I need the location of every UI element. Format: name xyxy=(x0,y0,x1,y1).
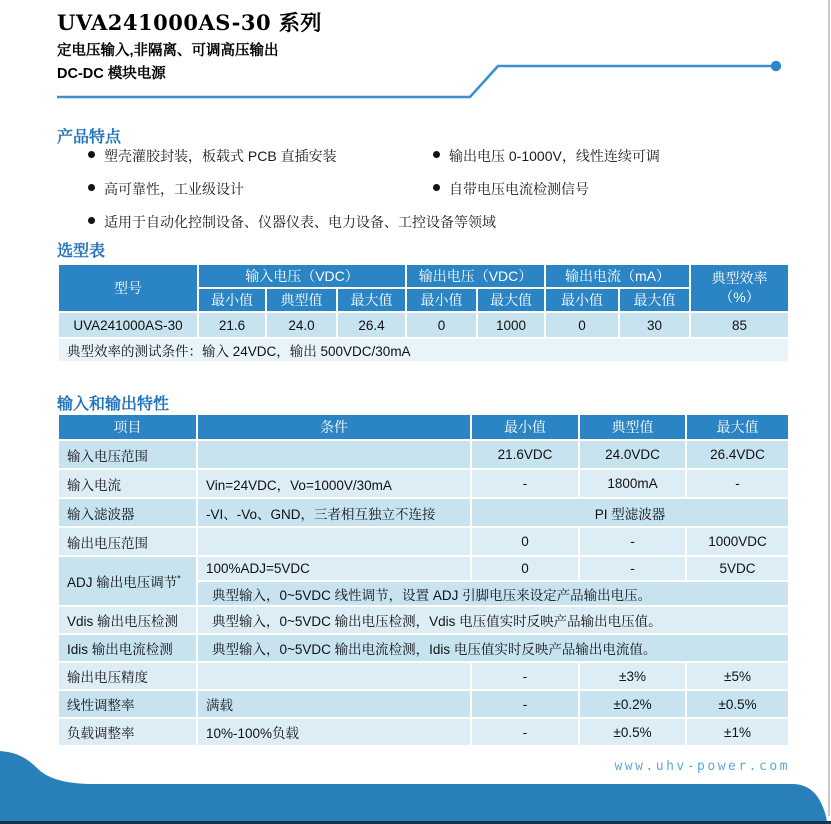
selection-table xyxy=(57,263,790,363)
cell-typ: ±3% xyxy=(579,662,686,690)
feature-item xyxy=(88,212,496,232)
cell-typ: 24.0VDC xyxy=(579,440,686,469)
feature-item xyxy=(88,146,337,166)
cell-max: ±0.5% xyxy=(686,690,789,718)
feature-item xyxy=(433,146,660,166)
subheader-max: 最大值 xyxy=(619,288,690,312)
cell-item xyxy=(58,556,197,606)
page-right-edge xyxy=(828,0,830,816)
cell-max: 26.4VDC xyxy=(686,440,789,469)
cell-vout-max: 1000 xyxy=(477,312,545,338)
footer-url[interactable]: www.uhv-power.com xyxy=(614,759,790,774)
col-header-condition: 条件 xyxy=(197,414,471,440)
cell-item: 负载调整率 xyxy=(58,718,197,746)
cell-item: Vdis 输出电压检测 xyxy=(58,606,197,634)
page-subtitle-line1: 定电压输入,非隔离、可调高压输出 xyxy=(57,43,279,59)
table-row xyxy=(58,606,789,634)
cell-condition: 100%ADJ=5VDC xyxy=(197,556,471,581)
cell-note: 典型输入，0~5VDC 输出电压检测，Vdis 电压值实时反映产品输出电压值。 xyxy=(197,606,789,634)
feature-text: 输出电压 0-1000V，线性连续可调 xyxy=(449,148,660,164)
cell-item: 输入电流 xyxy=(58,469,197,498)
table-row xyxy=(58,690,789,718)
cell-condition: 10%-100%负载 xyxy=(197,718,471,746)
feature-text: 塑壳灌胶封装，板载式 PCB 直插安装 xyxy=(104,148,337,164)
efficiency-label-line1: 典型效率 xyxy=(711,270,768,287)
cell-min: - xyxy=(471,690,579,718)
cell-max: ±1% xyxy=(686,718,789,746)
col-group-input-voltage: 输入电压（VDC） xyxy=(198,264,406,288)
cell-min: 0 xyxy=(471,527,579,556)
feature-text: 高可靠性，工业级设计 xyxy=(104,181,244,197)
col-header-typ: 典型值 xyxy=(579,414,686,440)
feature-text: 适用于自动化控制设备、仪器仪表、电力设备、工控设备等领域 xyxy=(104,214,496,230)
cell-condition: Vin=24VDC，Vo=1000V/30mA xyxy=(197,469,471,498)
cell-note: 典型输入，0~5VDC 线性调节，设置 ADJ 引脚电压来设定产品输出电压。 xyxy=(197,581,789,606)
cell-iout-min: 0 xyxy=(545,312,619,338)
subheader-min: 最小值 xyxy=(545,288,619,312)
cell-merged-value: PI 型滤波器 xyxy=(471,498,789,527)
io-table xyxy=(57,413,790,747)
bullet-icon xyxy=(433,151,440,158)
table-row xyxy=(58,469,789,498)
cell-max: 5VDC xyxy=(686,556,789,581)
table-row xyxy=(58,312,789,338)
cell-iout-max: 30 xyxy=(619,312,690,338)
cell-min: - xyxy=(471,469,579,498)
cell-typ: - xyxy=(579,527,686,556)
cell-item-label: ADJ 输出电压调节 xyxy=(67,575,178,590)
line-end-dot-icon xyxy=(771,61,781,71)
col-header-item: 项目 xyxy=(58,414,197,440)
bullet-icon xyxy=(88,217,95,224)
cell-typ: ±0.2% xyxy=(579,690,686,718)
table-row xyxy=(58,527,789,556)
cell-efficiency: 85 xyxy=(690,312,789,338)
subheader-typ: 典型值 xyxy=(266,288,337,312)
cell-item: 输入电压范围 xyxy=(58,440,197,469)
table-row xyxy=(58,556,789,581)
cell-max: 1000VDC xyxy=(686,527,789,556)
col-group-output-current: 输出电流（mA） xyxy=(545,264,690,288)
subheader-min: 最小值 xyxy=(198,288,266,312)
bullet-icon xyxy=(433,184,440,191)
cell-vin-min: 21.6 xyxy=(198,312,266,338)
col-header-min: 最小值 xyxy=(471,414,579,440)
cell-min: - xyxy=(471,662,579,690)
cell-max: ±5% xyxy=(686,662,789,690)
footer-wave-band xyxy=(0,745,831,824)
feature-item xyxy=(88,179,244,199)
cell-condition: 满载 xyxy=(197,690,471,718)
subheader-max: 最大值 xyxy=(337,288,406,312)
cell-max: - xyxy=(686,469,789,498)
cell-condition xyxy=(197,662,471,690)
table-row xyxy=(58,440,789,469)
cell-vin-max: 26.4 xyxy=(337,312,406,338)
table-row xyxy=(58,718,789,746)
cell-condition xyxy=(197,440,471,469)
subheader-max: 最大值 xyxy=(477,288,545,312)
cell-typ: 1800mA xyxy=(579,469,686,498)
col-header-max: 最大值 xyxy=(686,414,789,440)
cell-model: UVA241000AS-30 xyxy=(58,312,198,338)
feature-text: 自带电压电流检测信号 xyxy=(449,181,589,197)
cell-vin-typ: 24.0 xyxy=(266,312,337,338)
io-table-heading: 输入和输出特性 xyxy=(57,396,170,413)
cell-note: 典型输入，0~5VDC 输出电流检测，Idis 电压值实时反映产品输出电流值。 xyxy=(197,634,789,662)
cell-typ: ±0.5% xyxy=(579,718,686,746)
feature-item xyxy=(433,179,589,199)
table-note: 典型效率的测试条件：输入 24VDC，输出 500VDC/30mA xyxy=(58,338,789,362)
col-header-model: 型号 xyxy=(58,264,198,312)
cell-item: 输出电压范围 xyxy=(58,527,197,556)
table-row xyxy=(58,634,789,662)
bullet-icon xyxy=(88,184,95,191)
footnote-asterisk: * xyxy=(177,573,181,584)
cell-item: 输入滤波器 xyxy=(58,498,197,527)
cell-item: 输出电压精度 xyxy=(58,662,197,690)
cell-min: 0 xyxy=(471,556,579,581)
table-row xyxy=(58,662,789,690)
efficiency-label-line2: （%） xyxy=(719,289,760,305)
cell-typ: - xyxy=(579,556,686,581)
cell-min: - xyxy=(471,718,579,746)
page-subtitle-line2: DC-DC 模块电源 xyxy=(57,66,166,82)
col-header-efficiency xyxy=(690,264,789,312)
table-row xyxy=(58,498,789,527)
page-title: UVA241000AS-30 系列 xyxy=(57,10,322,35)
cell-vout-min: 0 xyxy=(406,312,477,338)
selection-table-heading: 选型表 xyxy=(57,243,106,260)
cell-condition xyxy=(197,527,471,556)
cell-min: 21.6VDC xyxy=(471,440,579,469)
bullet-icon xyxy=(88,151,95,158)
cell-condition: -VI、-Vo、GND，三者相互独立不连接 xyxy=(197,498,471,527)
features-heading: 产品特点 xyxy=(57,129,122,146)
cell-item: Idis 输出电流检测 xyxy=(58,634,197,662)
col-group-output-voltage: 输出电压（VDC） xyxy=(406,264,545,288)
cell-item: 线性调整率 xyxy=(58,690,197,718)
subheader-min: 最小值 xyxy=(406,288,477,312)
